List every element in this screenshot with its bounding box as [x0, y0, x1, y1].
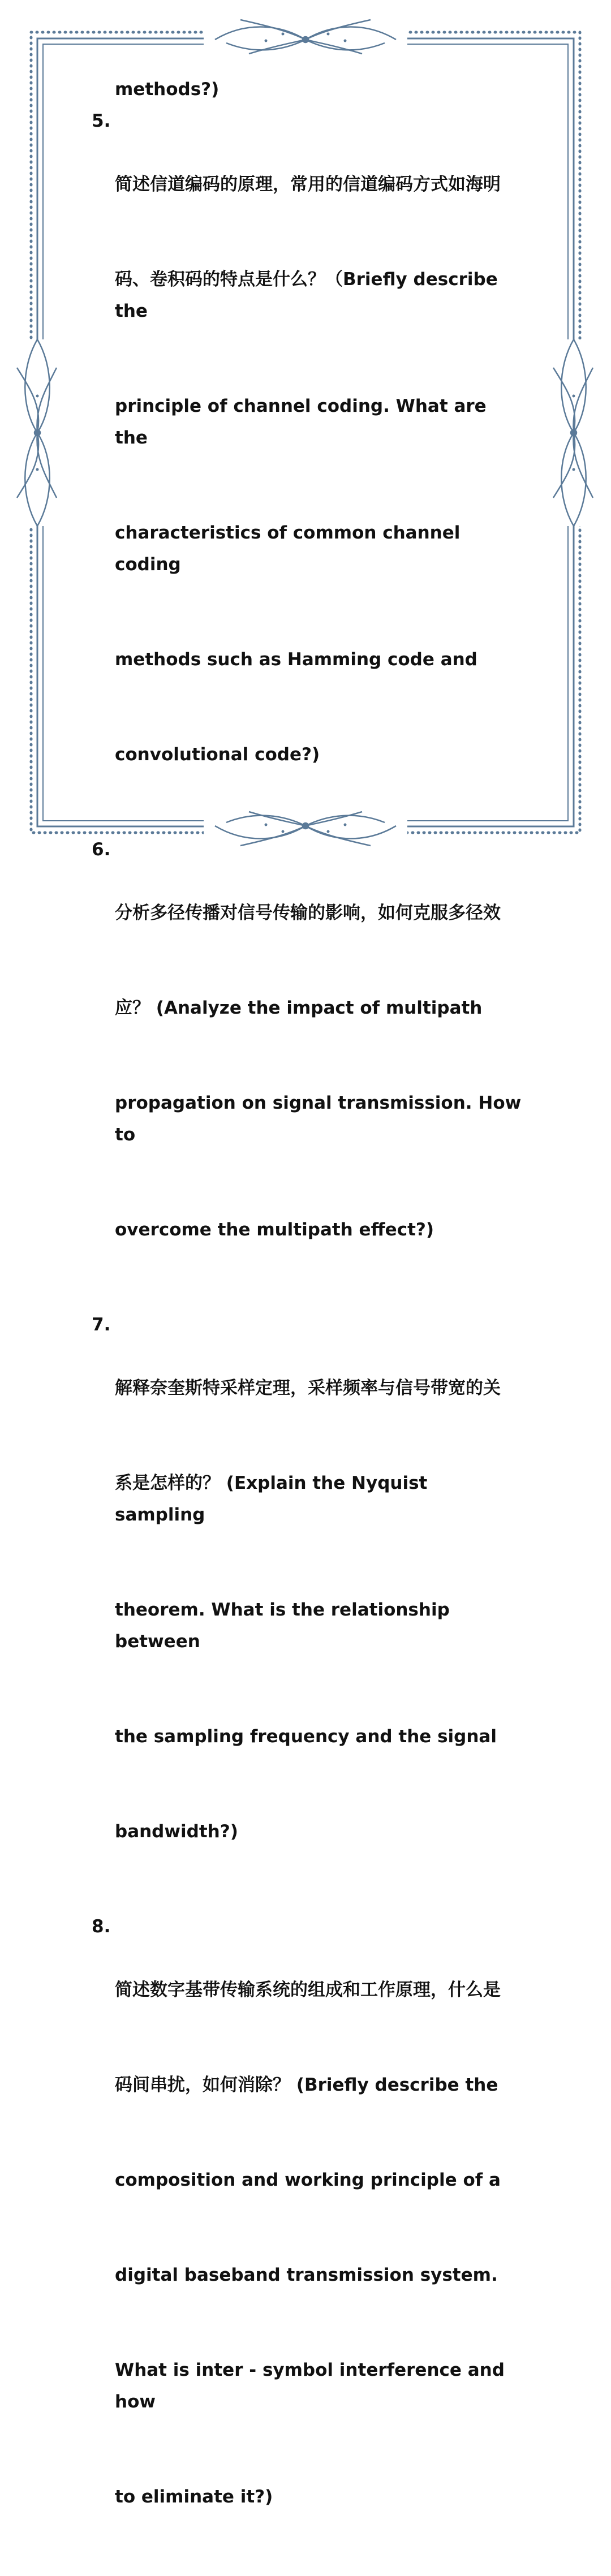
question-text	[115, 1309, 522, 1911]
question-line: principle of channel coding. What are the	[115, 396, 493, 448]
question-line: the sampling frequency and the signal	[115, 1726, 497, 1747]
question-line: 简述数字基带传输系统的组成和工作原理，什么是	[115, 1980, 501, 2000]
question-line: bandwidth?)	[115, 1821, 238, 1842]
question-text	[115, 834, 528, 1309]
question-number: 5.	[92, 111, 111, 131]
question-6	[92, 834, 528, 1309]
left-flourish-icon	[17, 339, 57, 526]
question-number: 6.	[92, 839, 111, 860]
question-list	[92, 74, 528, 2576]
continuation-text: methods?)	[115, 79, 220, 100]
question-number: 8.	[92, 1916, 111, 1937]
question-8	[92, 1911, 522, 2576]
question-line: 系是怎样的？ (Explain the Nyquist sampling	[115, 1473, 434, 1525]
question-line: 分析多径传播对信号传输的影响，如何克服多径效	[115, 903, 501, 923]
question-7	[92, 1309, 522, 1911]
question-5	[92, 105, 522, 834]
question-line: propagation on signal transmission. How to	[115, 1093, 528, 1145]
question-line: digital baseband transmission system.	[115, 2265, 498, 2285]
question-text	[115, 1911, 522, 2576]
question-line: overcome the multipath effect?)	[115, 1220, 434, 1240]
question-line: 简述信道编码的原理，常用的信道编码方式如海明	[115, 174, 501, 195]
question-line: 码、卷积码的特点是什么？（Briefly describe the	[115, 269, 504, 321]
question-line: methods such as Hamming code and	[115, 649, 477, 670]
question-number: 7.	[92, 1315, 111, 1335]
question-line: What is inter - symbol interference and how	[115, 2360, 511, 2412]
question-line: 码间串扰，如何消除？ (Briefly describe the	[115, 2075, 498, 2095]
question-text	[115, 105, 522, 834]
right-flourish-icon	[553, 339, 593, 526]
question-line: 应？ (Analyze the impact of multipath	[115, 998, 483, 1018]
top-flourish-icon	[204, 20, 407, 54]
question-line: theorem. What is the relationship between	[115, 1600, 456, 1652]
question-line: composition and working principle of a	[115, 2170, 501, 2190]
question-line: 解释奈奎斯特采样定理，采样频率与信号带宽的关	[115, 1378, 501, 1398]
question-line: to eliminate it?)	[115, 2487, 273, 2507]
question-line: characteristics of common channel coding	[115, 523, 467, 575]
question-line: convolutional code?)	[115, 744, 320, 765]
